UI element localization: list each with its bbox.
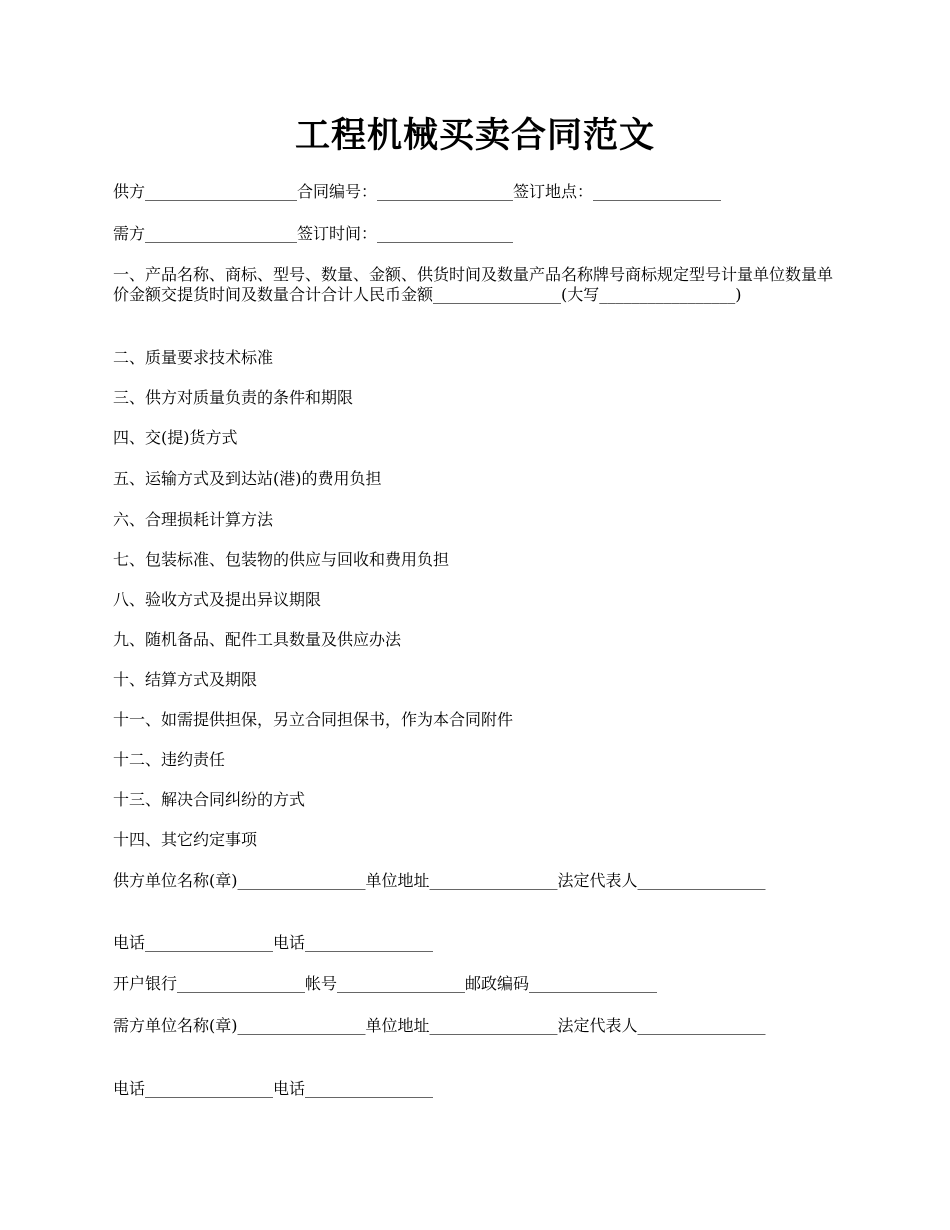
- clause-12: 十二、违约责任: [113, 750, 226, 769]
- supplier-header-line: 供方___________________合同编号：_________________签订地点：________________: [113, 182, 722, 201]
- document-title: 工程机械买卖合同范文: [294, 115, 655, 156]
- clause-3: 三、供方对质量负责的条件和期限: [113, 388, 354, 407]
- clause-4: 四、交(提)货方式: [113, 428, 238, 447]
- clause-13: 十三、解决合同纠纷的方式: [113, 790, 306, 809]
- supplier-phone-line: 电话________________电话________________: [113, 933, 434, 952]
- clause-10: 十、结算方式及期限: [113, 670, 258, 689]
- supplier-name-line: 供方单位名称(章)________________单位地址________________法定代表人________________: [113, 871, 766, 890]
- clause-5: 五、运输方式及到达站(港)的费用负担: [113, 469, 382, 488]
- supplier-bank-line: 开户银行________________帐号________________邮政编码________________: [113, 974, 658, 993]
- clause-9: 九、随机备品、配件工具数量及供应办法: [113, 630, 402, 649]
- clause-1: 一、产品名称、商标、型号、数量、金额、供货时间及数量产品名称牌号商标规定型号计量单位数量单价金额交提货时间及数量合计合计人民币金额________________(大写_________________): [113, 265, 834, 304]
- clause-8: 八、验收方式及提出异议期限: [113, 590, 322, 609]
- buyer-name-line: 需方单位名称(章)________________单位地址________________法定代表人________________: [113, 1016, 766, 1035]
- clause-11: 十一、如需提供担保，另立合同担保书，作为本合同附件: [113, 710, 514, 729]
- clause-6: 六、合理损耗计算方法: [113, 510, 274, 529]
- clause-2: 二、质量要求技术标准: [113, 348, 274, 367]
- buyer-header-line: 需方___________________签订时间：_________________: [113, 224, 514, 243]
- buyer-phone-line: 电话________________电话________________: [113, 1079, 434, 1098]
- clause-7: 七、包装标准、包装物的供应与回收和费用负担: [113, 550, 450, 569]
- clause-14: 十四、其它约定事项: [113, 830, 258, 849]
